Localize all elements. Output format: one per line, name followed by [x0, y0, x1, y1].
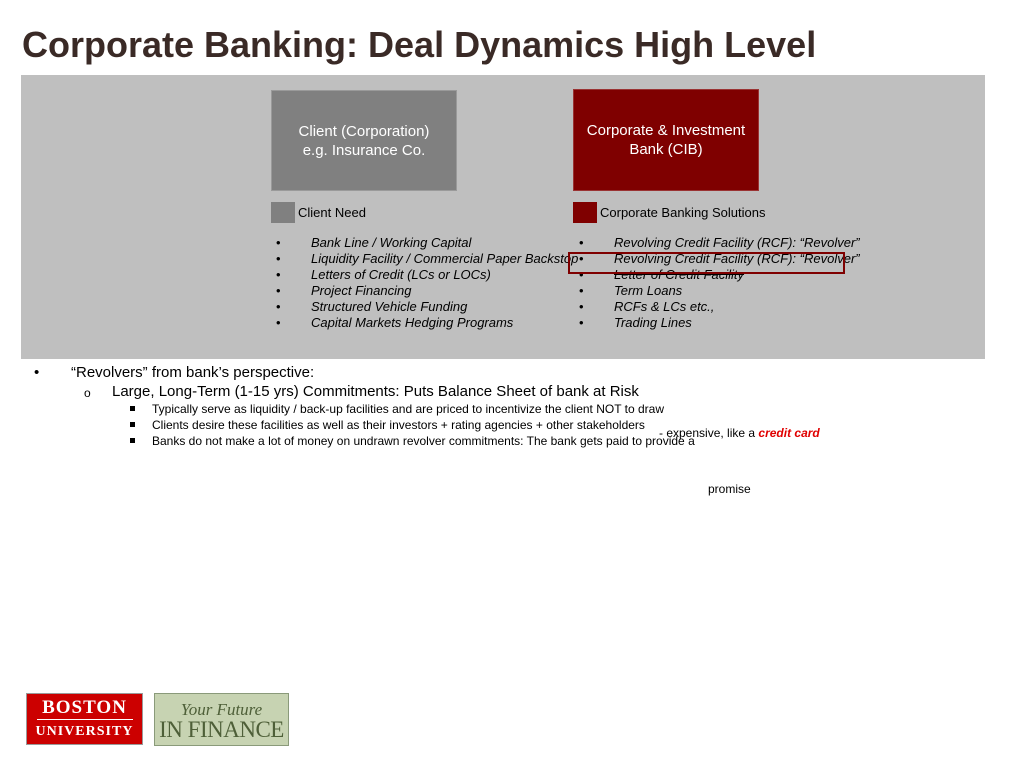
square-bullet	[130, 422, 135, 427]
outline-l2-text: Large, Long-Term (1-15 yrs) Commitments: Puts Balance Sheet of bank at Risk	[112, 383, 639, 400]
bu-logo-rule	[37, 719, 133, 720]
your-future-in-finance-logo	[154, 693, 289, 746]
client-need-text: Liquidity Facility / Commercial Paper Backstop	[311, 251, 579, 266]
outline-l1-marker: •	[34, 364, 40, 381]
client-box-line2: e.g. Insurance Co.	[302, 141, 426, 159]
outline-l3-text: Banks do not make a lot of money on undrawn revolver commitments: The bank gets paid to provide a	[152, 434, 695, 448]
client-need-item	[276, 251, 578, 267]
client-box	[271, 90, 457, 191]
solution-text: RCFs & LCs etc.,	[614, 299, 715, 314]
client-need-item	[276, 299, 578, 315]
client-needs-list	[276, 235, 578, 331]
bullet-marker: •	[276, 235, 281, 250]
outline-l3-text: Typically serve as liquidity / back-up facilities and are priced to incentivize the client NOT to draw	[152, 402, 665, 416]
credit-card-text: credit card	[758, 426, 820, 440]
bullet-marker: •	[276, 267, 281, 282]
expensive-text: - expensive, like a	[659, 426, 756, 440]
bullet-marker: •	[579, 299, 584, 314]
outline-l1-text: “Revolvers” from bank’s perspective:	[71, 364, 315, 381]
solution-text: Letter of Credit Facility	[614, 267, 745, 282]
square-bullet	[130, 438, 135, 443]
page-title: Corporate Banking: Deal Dynamics High Level	[22, 24, 817, 65]
solution-item	[579, 299, 860, 315]
solution-item	[579, 283, 860, 299]
cib-box	[573, 89, 759, 191]
bullet-marker: •	[276, 299, 281, 314]
client-legend-label: Client Need	[298, 205, 366, 220]
outline-l3-text: Clients desire these facilities as well as their investors + rating agencies + other stakeholders	[152, 418, 645, 432]
client-box-line1: Client (Corporation)	[298, 122, 430, 140]
client-need-text: Structured Vehicle Funding	[311, 299, 468, 314]
bullet-marker: •	[276, 315, 281, 330]
solution-text: Revolving Credit Facility (RCF): “Revolver”	[614, 251, 860, 266]
cib-legend-swatch	[573, 202, 597, 223]
overflow-expensive-text	[659, 426, 820, 440]
client-need-text: Project Financing	[311, 283, 412, 298]
solution-item	[579, 315, 860, 331]
revolver-highlight-box	[568, 252, 845, 274]
bullet-marker: •	[276, 251, 281, 266]
client-need-text: Bank Line / Working Capital	[311, 235, 472, 250]
square-bullet	[130, 406, 135, 411]
client-need-item	[276, 315, 578, 331]
client-need-text: Capital Markets Hedging Programs	[311, 315, 514, 330]
bullet-marker: •	[579, 315, 584, 330]
overflow-promise-text: promise	[708, 482, 751, 496]
bu-logo-line2: UNIVERSITY	[35, 723, 134, 739]
cib-box-line1: Corporate & Investment	[586, 122, 746, 139]
yf-logo-line2: IN FINANCE	[159, 716, 284, 742]
client-need-text: Letters of Credit (LCs or LOCs)	[311, 267, 491, 282]
bullet-marker: •	[579, 283, 584, 298]
bullet-marker: •	[579, 267, 584, 282]
outline-l2-marker: o	[84, 386, 91, 400]
bu-logo-line1: BOSTON	[42, 696, 127, 718]
bullet-marker: •	[579, 251, 584, 266]
solution-text: Revolving Credit Facility (RCF): “Revolver”	[614, 235, 860, 250]
yf-logo-line1: Your Future	[180, 699, 263, 719]
client-need-item	[276, 267, 578, 283]
boston-university-logo	[26, 693, 143, 745]
bullet-marker: •	[276, 283, 281, 298]
solution-text: Term Loans	[614, 283, 683, 298]
client-need-item	[276, 283, 578, 299]
bullet-marker: •	[579, 235, 584, 250]
client-need-item	[276, 235, 578, 251]
cib-box-line2: Bank (CIB)	[629, 141, 703, 158]
cib-legend-label: Corporate Banking Solutions	[600, 205, 766, 220]
solution-item	[579, 235, 860, 251]
solutions-list	[579, 235, 860, 331]
client-legend-swatch	[271, 202, 295, 223]
solution-text: Trading Lines	[614, 315, 692, 330]
